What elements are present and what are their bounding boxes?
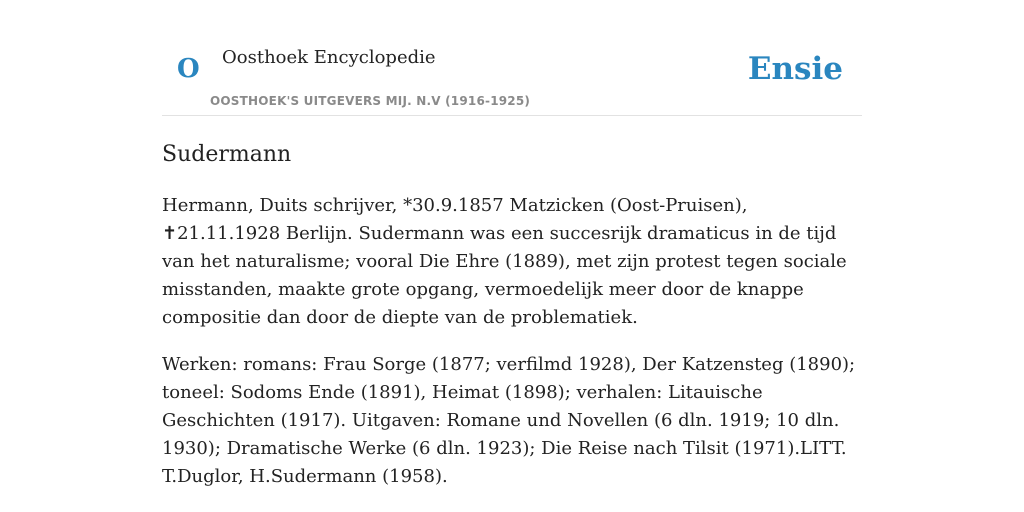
source-subtitle: OOSTHOEK'S UITGEVERS MIJ. N.V (1916-1925)	[210, 94, 531, 108]
source-logo[interactable]: O	[177, 54, 200, 84]
page-container	[162, 0, 862, 487]
brand-logo-link[interactable]: Ensie	[747, 51, 843, 87]
source-header	[162, 0, 862, 116]
source-title[interactable]: Oosthoek Encyclopedie	[222, 47, 436, 68]
entry-paragraph-biography: Hermann, Duits schrijver, *30.9.1857 Matzicken (Oost-Pruisen), ✝21.11.1928 Berlijn. Sudermann was een succesrijk dramaticus in de tijd van het naturalisme; vooral Die Ehre (1889), met zijn protest tegen sociale misstanden, maakte grote opgang, vermoedelijk meer door de knappe compositie dan door de diepte van de problematiek.	[162, 195, 847, 328]
entry-paragraph-works: Werken: romans: Frau Sorge (1877; verfilmd 1928), Der Katzensteg (1890); toneel: Sodoms Ende (1891), Heimat (1898); verhalen: Litauische Geschichten (1917). Uitgaven: Romane und Novellen (6 dln. 1919; 10 dln. 1930); Dramatische Werke (6 dln. 1923); Die Reise nach Tilsit (1971).LITT. T.Duglor, H.Sudermann (1958).	[162, 354, 856, 487]
entry-title: Sudermann	[162, 142, 292, 167]
entry-body	[162, 192, 862, 510]
